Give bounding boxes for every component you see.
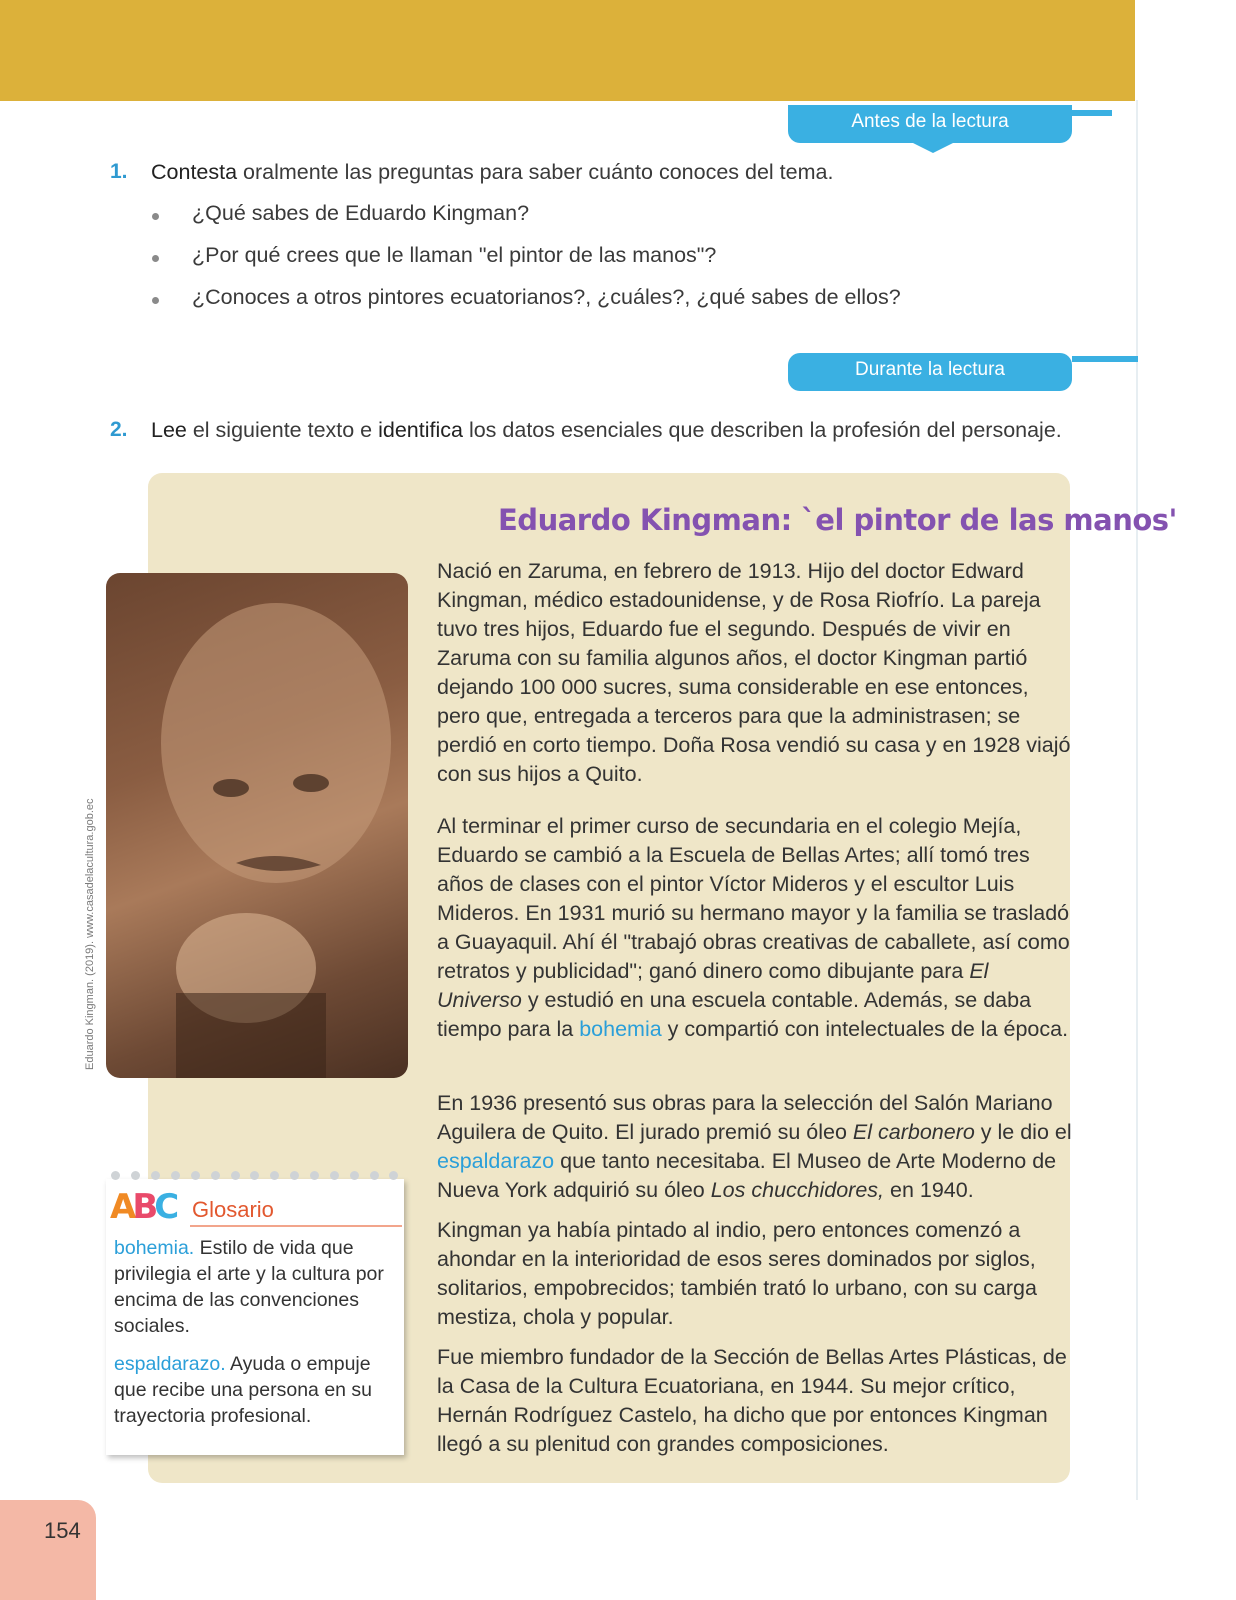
bullet-dot	[152, 297, 159, 304]
glossary-term: espaldarazo.	[114, 1353, 226, 1375]
p3-text-d: en 1940.	[884, 1178, 974, 1202]
glossary-term-espaldarazo[interactable]: espaldarazo	[437, 1149, 555, 1173]
article-paragraph-3	[437, 1089, 1077, 1205]
section-tab-before-reading: Antes de la lectura	[788, 105, 1072, 143]
question-1-bullet-2: ¿Por qué crees que le llaman "el pintor de las manos"?	[192, 243, 717, 267]
p2-text-c: y compartió con intelectuales de la época.	[661, 1017, 1069, 1041]
p3-text-a: En 1936 presentó sus obras para la selección del Salón Mariano Aguilera de Quito. El jurado premió su óleo	[437, 1091, 1053, 1144]
page-number-tab	[0, 1500, 96, 1600]
abc-logo-icon: ABC	[110, 1187, 176, 1227]
p3-text-c: que tanto necesitaba. El Museo de Arte Moderno de Nueva York adquirió su óleo	[437, 1149, 1057, 1202]
section-rule-during	[1072, 356, 1138, 362]
article-paragraph-5: Fue miembro fundador de la Sección de Bellas Artes Plásticas, de la Casa de la Cultura Ecuatoriana, en 1944. Su mejor crítico, Hernán Rodríguez Castelo, ha dicho que por entonces Kingman llegó a su plenitud con grandes composiciones.	[437, 1345, 1067, 1456]
question-1-bullet-1: ¿Qué sabes de Eduardo Kingman?	[192, 201, 530, 225]
glossary-title: Glosario	[192, 1197, 274, 1222]
question-1-text: oralmente las preguntas para saber cuánto conoces del tema.	[237, 160, 834, 184]
spiral-binding	[106, 1171, 404, 1185]
question-2-prompt	[151, 418, 1062, 443]
question-2-verb-read: Lee	[151, 418, 187, 442]
article-paragraph-2	[437, 812, 1077, 1044]
question-2-verb-identify: identifica	[378, 418, 463, 442]
section-rule-before	[1072, 110, 1112, 116]
margin-rule	[1136, 100, 1138, 1500]
glossary-title-rule	[190, 1225, 402, 1227]
question-1-verb: Contesta	[151, 160, 238, 184]
header-band-corner	[1135, 0, 1236, 101]
header-band	[0, 0, 1140, 101]
p3-artwork-carbonero: El carbonero	[852, 1120, 975, 1144]
question-1-prompt	[151, 160, 833, 185]
p2-text-a: Al terminar el primer curso de secundaria en el colegio Mejía, Eduardo se cambió a la Escuela de Bellas Artes; allí tomó tres años de clases con el pintor Víctor Mideros y el escultor Luis Mideros. En 1931 murió su hermano mayor y la familia se trasladó a Guayaquil. Ahí él "trabajó obras creativas de caballete, así como retratos y publicidad"; ganó dinero como dibujante para	[437, 814, 1070, 983]
portrait-illustration	[106, 573, 408, 1078]
p3-artwork-chucchidores: Los chucchidores,	[710, 1178, 885, 1202]
question-1-bullet-3: ¿Conoces a otros pintores ecuatorianos?, ¿cuáles?, ¿qué sabes de ellos?	[192, 285, 901, 309]
photo-credit: Eduardo Kingman. (2019). www.casadelacultura.gob.ec	[84, 798, 96, 1070]
p2-text-b: y estudió en una escuela contable. Además, se daba tiempo para la	[437, 988, 1032, 1041]
article-paragraph-1: Nació en Zaruma, en febrero de 1913. Hijo del doctor Edward Kingman, médico estadounidense, y de Rosa Riofrío. La pareja tuvo tres hijos, Eduardo fue el segundo. Después de vivir en Zaruma con su familia algunos años, el doctor Kingman partió dejando 100 000 sucres, suma considerable en ese entonces, pero que, entregada a terceros para que la administrasen; se perdió en corto tiempo. Doña Rosa vendió su casa y en 1928 viajó con sus hijos a Quito.	[437, 559, 1071, 786]
article-title: Eduardo Kingman: `el pintor de las manos'	[498, 503, 1177, 537]
p3-text-b: y le dio el	[974, 1120, 1072, 1144]
p2-newspaper-title: El Universo	[437, 959, 989, 1012]
article-paragraph-4: Kingman ya había pintado al indio, pero entonces comenzó a ahondar en la interioridad de esos seres dominados por siglos, solitarios, empobrecidos; también trató lo urbano, con su carga mestiza, chola y popular.	[437, 1218, 1037, 1329]
glossary-entry-espaldarazo	[114, 1351, 398, 1429]
section-tab-during-reading: Durante la lectura	[788, 353, 1072, 391]
glossary-term: bohemia.	[114, 1237, 195, 1259]
glossary-definition: Estilo de vida que privilegia el arte y la cultura por encima de las convenciones sociales.	[114, 1237, 384, 1337]
glossary-term-bohemia[interactable]: bohemia	[579, 1017, 662, 1041]
bullet-dot	[152, 213, 159, 220]
portrait-photo	[106, 573, 408, 1078]
question-2-text-a: el siguiente texto e	[186, 418, 379, 442]
glossary-entry-bohemia	[114, 1235, 398, 1339]
bullet-dot	[152, 255, 159, 262]
page-number: 154	[44, 1518, 81, 1543]
glossary-definition: Ayuda o empuje que recibe una persona en su trayectoria profesional.	[114, 1353, 373, 1427]
glossary-box	[106, 1179, 404, 1455]
question-2-text-b: los datos esenciales que describen la profesión del personaje.	[462, 418, 1062, 442]
question-2-number: 2.	[110, 418, 128, 441]
question-1-number: 1.	[110, 160, 128, 183]
